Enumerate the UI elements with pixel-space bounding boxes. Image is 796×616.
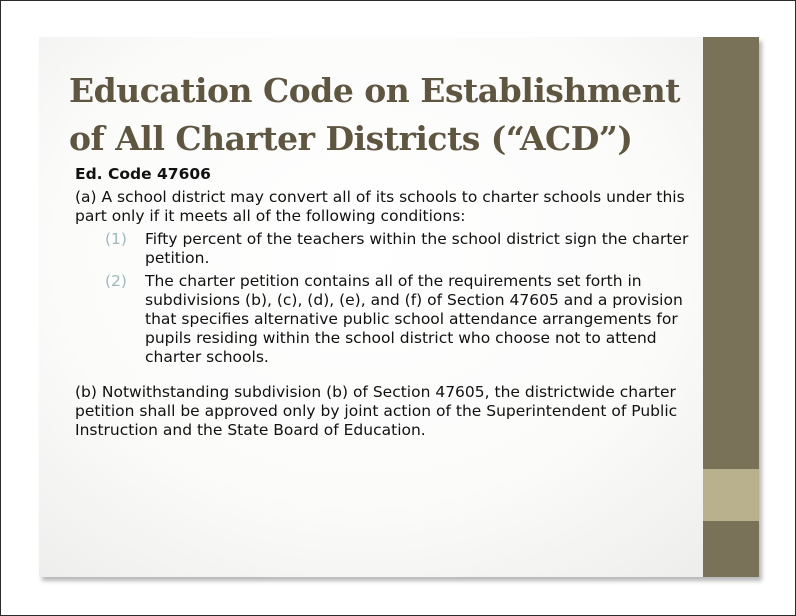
sidebar-accent-block [703,469,759,521]
paragraph-a: (a) A school district may convert all of its schools to charter schools under this part only if it meets all of the following conditions: [75,188,685,225]
condition-number-2: (2) [105,272,127,290]
slide-body [75,165,697,440]
condition-number-1: (1) [105,230,127,248]
condition-item-1 [75,230,697,268]
presentation-slide [39,37,759,577]
paragraph-b: (b) Notwithstanding subdivision (b) of Section 47605, the districtwide charter petition shall be approved only by joint action of the Superintendent of Public Instruction and the State Board of Education. [75,383,678,439]
condition-text-2: The charter petition contains all of the requirements set forth in subdivisions (b), (c), (d), (e), and (f) of Section 47605 and a provision that specifies alternative public school attendance arrangements for pupils residing within the school district who choose not to attend charter schools. [145,272,683,366]
condition-text-1: Fifty percent of the teachers within the school district sign the charter petition. [145,230,689,267]
condition-item-2 [75,272,697,367]
slide-title-line-2: of All Charter Districts (“ACD”) [69,119,633,158]
code-heading: Ed. Code 47606 [75,165,211,183]
conditions-list [75,230,697,367]
slide-title-line-1: Education Code on Establishment [69,71,681,110]
slide-title [69,67,699,163]
